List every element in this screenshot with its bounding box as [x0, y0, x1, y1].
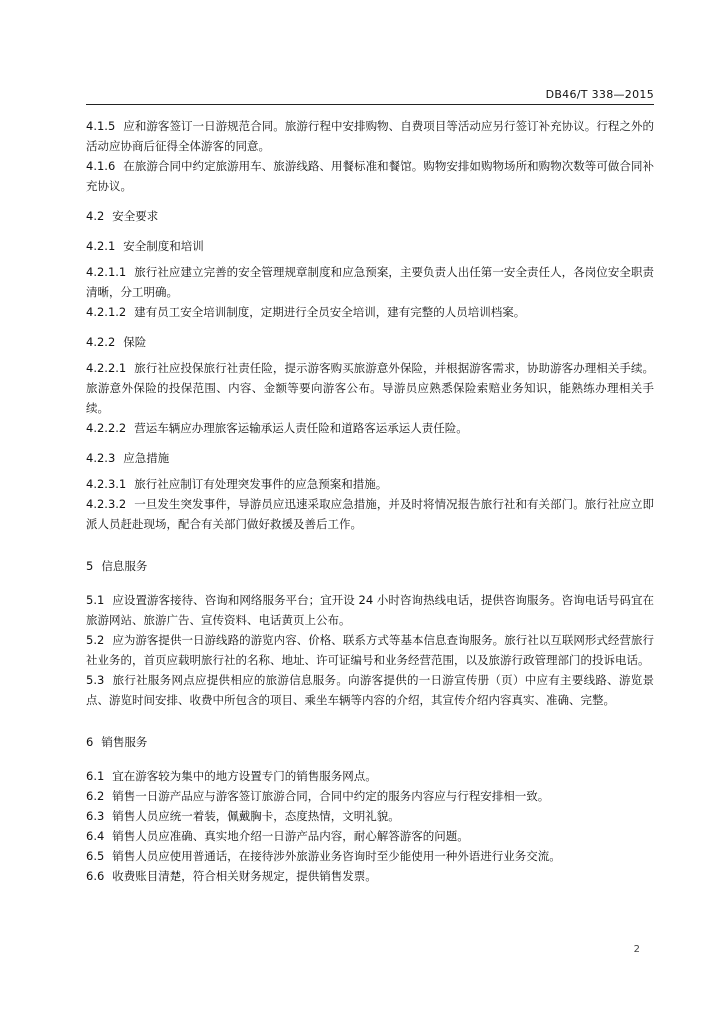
clause-5-3 [86, 670, 654, 710]
clause-number: 4.1.6 [86, 159, 116, 173]
clause-number: 5.1 [86, 593, 105, 607]
clause-6-1 [86, 766, 654, 786]
clause-4-2-1-1 [86, 262, 654, 302]
clause-number: 6.1 [86, 769, 105, 783]
clause-text: 收费账目清楚，符合相关财务规定，提供销售发票。 [112, 869, 377, 883]
heading-6 [86, 732, 654, 752]
clause-text: 营运车辆应办理旅客运输承运人责任险和道路客运承运人责任险。 [134, 421, 468, 435]
heading-title: 销售服务 [101, 735, 148, 749]
clause-4-1-5 [86, 116, 654, 156]
clause-number: 6.6 [86, 869, 105, 883]
heading-4-2-1 [86, 236, 654, 256]
clause-text: 销售人员应准确、真实地介绍一日游产品内容，耐心解答游客的问题。 [112, 829, 469, 843]
clause-text: 在旅游合同中约定旅游用车、旅游线路、用餐标准和餐馆。购物安排如购物场所和购物次数等可做合同补充协议。 [86, 159, 654, 193]
heading-number: 5 [86, 559, 94, 573]
clause-5-2 [86, 630, 654, 670]
heading-number: 4.2.3 [86, 451, 116, 465]
clause-6-6 [86, 866, 654, 886]
heading-title: 保险 [123, 335, 147, 349]
clause-text: 一旦发生突发事件，导游员应迅速采取应急措施，并及时将情况报告旅行社和有关部门。旅行社应立即派人员赶赴现场，配合有关部门做好救援及善后工作。 [86, 497, 654, 531]
heading-number: 4.2 [86, 209, 105, 223]
clause-text: 旅行社服务网点应提供相应的旅游信息服务。向游客提供的一日游宣传册（页）中应有主要线路、游览景点、游览时间安排、收费中所包含的项目、乘坐车辆等内容的介绍，其宣传介绍内容真实、准确、完整。 [86, 673, 654, 707]
clause-text: 旅行社应制订有处理突发事件的应急预案和措施。 [134, 477, 388, 491]
heading-number: 6 [86, 735, 94, 749]
clause-6-4 [86, 826, 654, 846]
clause-text: 应和游客签订一日游规范合同。旅游行程中安排购物、自费项目等活动应另行签订补充协议。行程之外的活动应协商后征得全体游客的同意。 [86, 119, 654, 153]
heading-title: 信息服务 [101, 559, 148, 573]
clause-number: 5.3 [86, 673, 105, 687]
clause-text: 旅行社应投保旅行社责任险，提示游客购买旅游意外保险，并根据游客需求，协助游客办理相关手续。旅游意外保险的投保范围、内容、金额等要向游客公布。导游员应熟悉保险索赔业务知识，能熟练办理相关手续。 [86, 361, 654, 415]
heading-4-2-3 [86, 448, 654, 468]
clause-number: 4.2.2.1 [86, 361, 127, 375]
clause-4-2-2-2 [86, 418, 654, 438]
clause-text: 宜在游客较为集中的地方设置专门的销售服务网点。 [112, 769, 377, 783]
heading-5 [86, 556, 654, 576]
document-body [86, 116, 654, 886]
clause-6-2 [86, 786, 654, 806]
clause-text: 销售人员应统一着装，佩戴胸卡，态度热情，文明礼貌。 [112, 809, 400, 823]
clause-text: 销售一日游产品应与游客签订旅游合同，合同中约定的服务内容应与行程安排相一致。 [112, 789, 550, 803]
clause-text: 旅行社应建立完善的安全管理规章制度和应急预案，主要负责人出任第一安全责任人，各岗位安全职责清晰，分工明确。 [86, 265, 654, 299]
heading-4-2 [86, 206, 654, 226]
page-number: 2 [633, 944, 640, 955]
heading-title: 安全制度和培训 [123, 239, 204, 253]
clause-number: 4.2.2.2 [86, 421, 127, 435]
clause-number: 4.2.3.2 [86, 497, 127, 511]
clause-text: 建有员工安全培训制度，定期进行全员安全培训，建有完整的人员培训档案。 [134, 305, 526, 319]
clause-number: 4.1.5 [86, 119, 116, 133]
heading-4-2-2 [86, 332, 654, 352]
clause-number: 6.2 [86, 789, 105, 803]
header-rule [86, 104, 654, 105]
clause-5-1 [86, 590, 654, 630]
clause-number: 4.2.1.2 [86, 305, 127, 319]
clause-text: 应为游客提供一日游线路的游览内容、价格、联系方式等基本信息查询服务。旅行社以互联网形式经营旅行社业务的，首页应载明旅行社的名称、地址、许可证编号和业务经营范围，以及旅游行政管理部门的投诉电话。 [86, 633, 654, 667]
heading-number: 4.2.2 [86, 335, 116, 349]
heading-title: 应急措施 [123, 451, 170, 465]
clause-6-3 [86, 806, 654, 826]
clause-4-2-3-2 [86, 494, 654, 534]
clause-number: 6.5 [86, 849, 105, 863]
heading-title: 安全要求 [112, 209, 159, 223]
clause-4-2-3-1 [86, 474, 654, 494]
clause-number: 6.3 [86, 809, 105, 823]
document-id: DB46/T 338—2015 [545, 88, 654, 101]
clause-number: 6.4 [86, 829, 105, 843]
clause-4-2-2-1 [86, 358, 654, 418]
clause-text: 应设置游客接待、咨询和网络服务平台；宜开设 24 小时咨询热线电话，提供咨询服务。咨询电话号码宜在旅游网站、旅游广告、宣传资料、电话黄页上公布。 [86, 593, 654, 627]
clause-number: 4.2.3.1 [86, 477, 127, 491]
clause-6-5 [86, 846, 654, 866]
clause-number: 5.2 [86, 633, 105, 647]
clause-4-2-1-2 [86, 302, 654, 322]
clause-number: 4.2.1.1 [86, 265, 127, 279]
clause-text: 销售人员应使用普通话，在接待涉外旅游业务咨询时至少能使用一种外语进行业务交流。 [112, 849, 561, 863]
clause-4-1-6 [86, 156, 654, 196]
heading-number: 4.2.1 [86, 239, 116, 253]
